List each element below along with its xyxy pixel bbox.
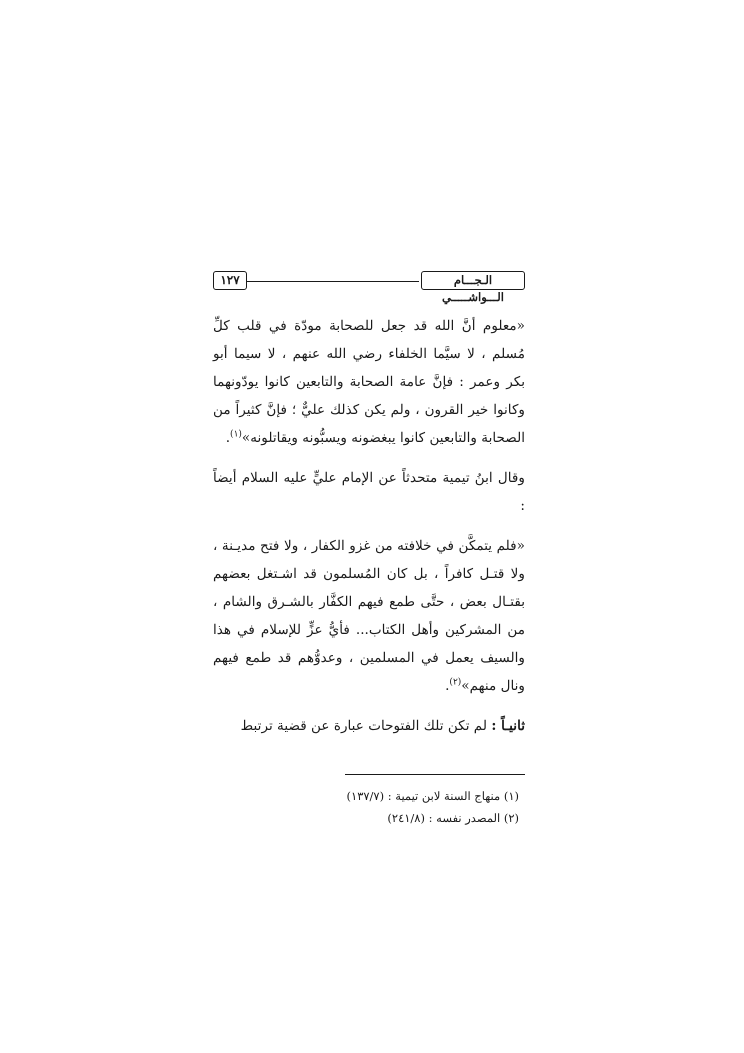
paragraph-second-point	[213, 712, 525, 740]
paragraph-tail: .	[445, 678, 450, 694]
footnotes	[213, 785, 525, 829]
header-rule	[247, 281, 419, 282]
paragraph-lead: ثانيـاً :	[491, 718, 525, 734]
paragraph-quote-1	[213, 312, 525, 452]
header-title: الـجـــام الـــواشـــــي	[421, 271, 525, 290]
paragraph-tail: .	[225, 430, 231, 446]
paragraph-text: وقال ابنُ تيمية متحدثاً عن الإمام عليٍّ عليه السلام أيضاً :	[213, 470, 525, 514]
page-number: ١٢٧	[213, 271, 247, 290]
body-text	[213, 312, 525, 740]
paragraph-text: لم تكن تلك الفتوحات عبارة عن قضية ترتبط	[240, 718, 492, 734]
footnote-2: (٢) المصدر نفسه : (٢٤١/٨)	[387, 811, 519, 825]
book-page	[213, 268, 525, 829]
paragraph-text: «فلم يتمكَّن في خلافته من غزو الكفار ، ولا فتح مديـنة ، ولا قتـل كافراً ، بل كان المُسلمون قد اشـتغل بعضهم بقتـال بعض ، حتَّى طمع فيهم الكفَّار بالشـرق والشام ، من المشركين وأهل الكتاب... فأيُّ عزٍّ للإسلام في هذا والسيف يعمل في المسلمين ، وعدوُّهم قد طمع فيهم ونال منهم»	[213, 538, 525, 694]
running-header	[213, 268, 525, 304]
paragraph-intro	[213, 464, 525, 520]
paragraph-quote-2	[213, 532, 525, 700]
paragraph-text: «معلوم أنَّ الله قد جعل للصحابة مودّة في قلب كلِّ مُسلم ، لا سيَّما الخلفاء رضي الله عنهم ، لا سيما أبو بكر وعمر : فإنَّ عامة الصحابة والتابعين كانوا يودّونهما وكانوا خير القرون ، ولم يكن كذلك عليٌّ ؛ فإنَّ كثيراً من الصحابة والتابعين كانوا يبغضونه ويسبُّونه ويقاتلونه»	[213, 318, 525, 446]
footnote-divider	[345, 774, 525, 775]
footnote-mark: (٢)	[449, 677, 462, 688]
footnote-1: (١) منهاج السنة لابن تيمية : (١٣٧/٧)	[346, 789, 519, 803]
footnote-mark: (١)	[230, 429, 242, 440]
